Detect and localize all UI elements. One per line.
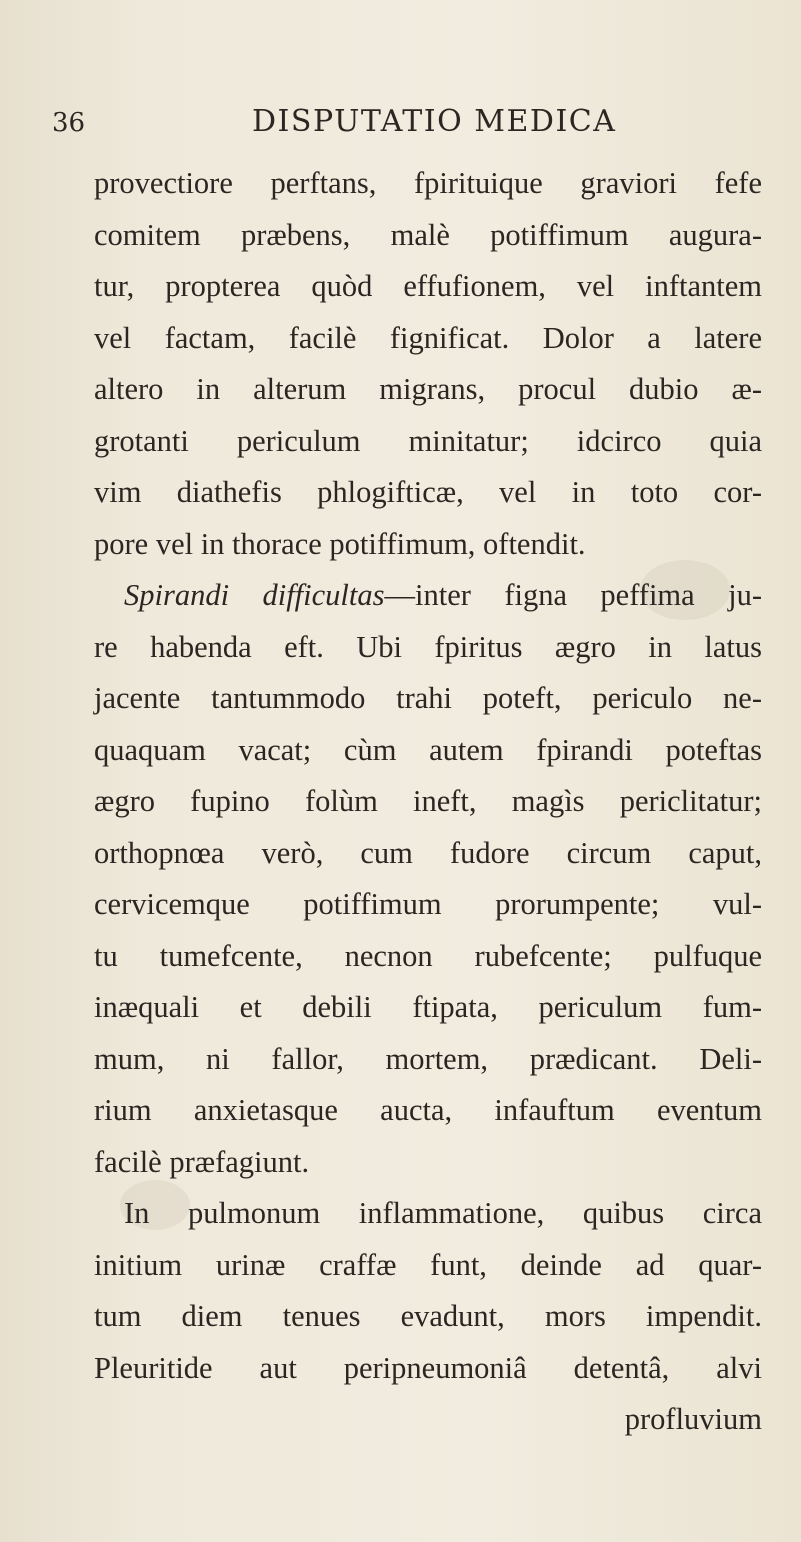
italic-phrase: Spirandi difficultas	[124, 578, 385, 612]
text-line: ægro fupino folùm ineft, magìs periclitatur;	[94, 784, 762, 818]
catchword: profluvium	[624, 1402, 762, 1436]
text-line: tum diem tenues evadunt, mors impendit.	[94, 1299, 762, 1333]
text-line: rium anxietasque aucta, infauftum eventum	[94, 1093, 762, 1127]
text-line: re habenda eft. Ubi fpiritus ægro in latus	[94, 629, 762, 664]
text-line: tu tumefcente, necnon rubefcente; pulfuque	[94, 938, 762, 973]
text-line: Pleuritide aut peripneumoniâ detentâ, alvi	[94, 1350, 762, 1385]
text-line-paragraph-start: In pulmonum inflammatione, quibus circa	[124, 1196, 762, 1230]
text-line: facilè præfagiunt.	[94, 1144, 310, 1179]
text-line: initium urinæ craffæ funt, deinde ad quar-	[94, 1247, 762, 1282]
text-line: altero in alterum migrans, procul dubio æ-	[94, 372, 762, 406]
text-line: vel factam, facilè fignificat. Dolor a latere	[94, 320, 762, 355]
text-line: tur, propterea quòd effufionem, vel inftantem	[94, 269, 762, 303]
text-fragment: —inter figna peffima ju-	[384, 578, 762, 612]
text-line: quaquam vacat; cùm autem fpirandi poteftas	[94, 732, 762, 767]
running-title: DISPUTATIO MEDICA	[252, 104, 617, 139]
page-header	[52, 104, 752, 152]
page-number: 36	[52, 108, 86, 138]
text-line: jacente tantummodo trahi poteft, periculo ne-	[94, 681, 762, 715]
text-line: comitem præbens, malè potiffimum augura-	[94, 217, 762, 252]
text-line: pore vel in thorace potiffimum, oftendit.	[94, 526, 586, 561]
text-line: inæquali et debili ftipata, periculum fum-	[94, 990, 762, 1024]
text-line: grotanti periculum minitatur; idcirco quia	[94, 423, 762, 458]
text-line: cervicemque potiffimum prorumpente; vul-	[94, 887, 762, 921]
text-line: mum, ni fallor, mortem, prædicant. Deli-	[94, 1041, 762, 1076]
text-line: provectiore perftans, fpirituique graviori fefe	[94, 166, 762, 200]
body-text	[94, 158, 762, 1446]
text-line: vim diathefis phlogifticæ, vel in toto cor-	[94, 475, 762, 509]
text-line: orthopnœa verò, cum fudore circum caput,	[94, 835, 762, 870]
text-line-paragraph-start	[94, 570, 762, 622]
